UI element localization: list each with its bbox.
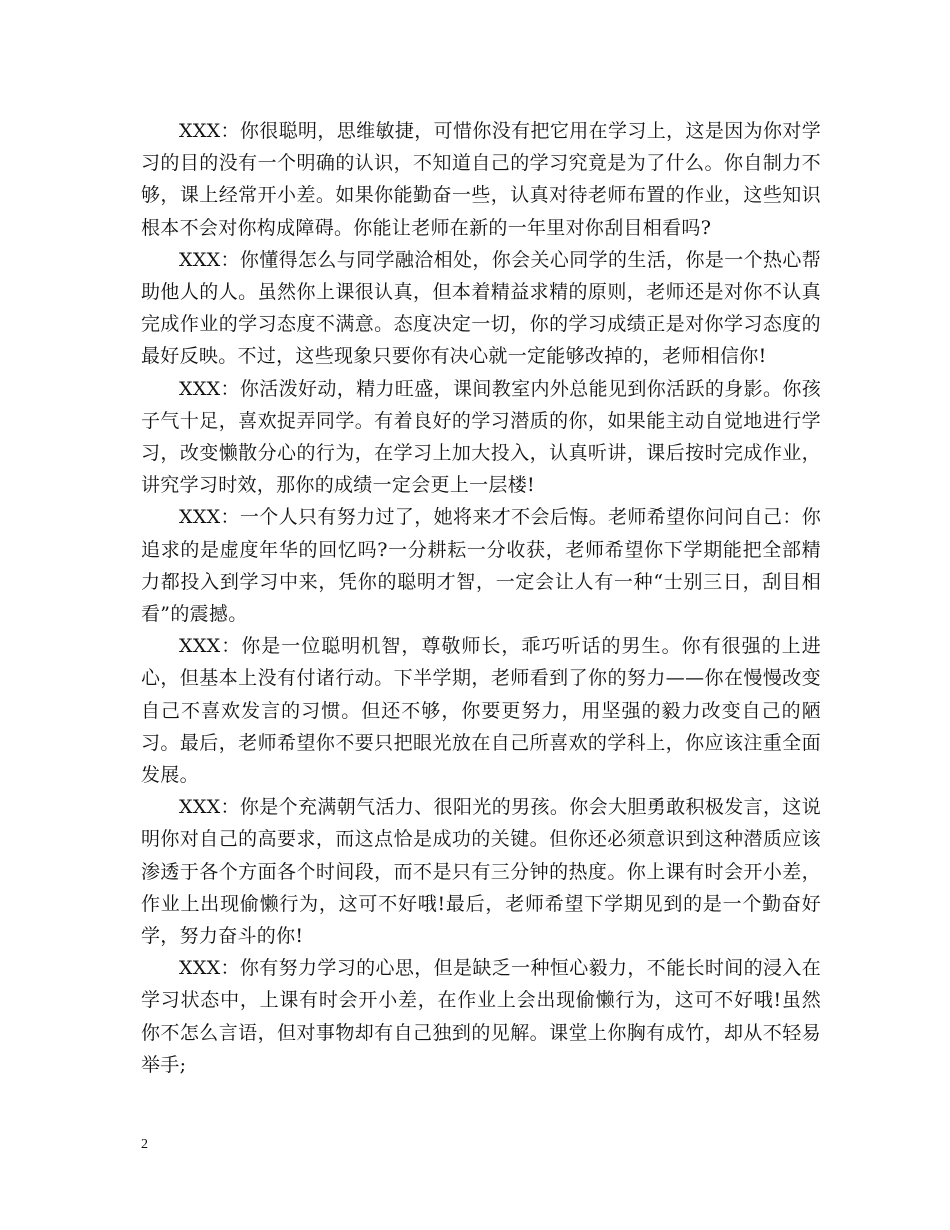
page-number: 2	[141, 1137, 148, 1152]
comment-paragraph-7: XXX：你有努力学习的心思，但是缺乏一种恒心毅力，不能长时间的浸入在学习状态中，上课有时会开小差，在作业上会出现偷懒行为，这可不好哦!虽然你不怎么言语，但对事物却有自己独到的见解。课堂上你胸有成竹，却从不轻易举手;	[141, 957, 821, 1076]
comment-paragraph-6: XXX：你是个充满朝气活力、很阳光的男孩。你会大胆勇敢积极发言，这说明你对自己的高要求，而这点恰是成功的关键。但你还必须意识到这种潜质应该渗透于各个方面各个时间段，而不是只有三分钟的热度。你上课有时会开小差，作业上出现偷懒行为，这可不好哦!最后，老师希望下学期见到的是一个勤奋好学，努力奋斗的你!	[141, 796, 821, 948]
comment-paragraph-3: XXX：你活泼好动，精力旺盛，课间教室内外总能见到你活跃的身影。你孩子气十足，喜欢捉弄同学。有着良好的学习潜质的你，如果能主动自觉地进行学习，改变懒散分心的行为，在学习上加大投入，认真听讲，课后按时完成作业，讲究学习时效，那你的成绩一定会更上一层楼!	[141, 377, 821, 497]
document-body	[141, 115, 821, 1081]
comment-paragraph-1: XXX：你很聪明，思维敏捷，可惜你没有把它用在学习上，这是因为你对学习的目的没有一个明确的认识，不知道自己的学习究竟是为了什么。你自制力不够，课上经常开小差。如果你能勤奋一些，认真对待老师布置的作业，这些知识根本不会对你构成障碍。你能让老师在新的一年里对你刮目相看吗?	[141, 120, 821, 239]
comment-paragraph-4: XXX：一个人只有努力过了，她将来才不会后悔。老师希望你问问自己：你追求的是虚度年华的回忆吗?一分耕耘一分收获，老师希望你下学期能把全部精力都投入到学习中来，凭你的聪明才智，一定会让人有一种“士别三日，刮目相看”的震撼。	[141, 506, 821, 626]
comment-paragraph-5: XXX：你是一位聪明机智，尊敬师长，乖巧听话的男生。你有很强的上进心，但基本上没有付诸行动。下半学期，老师看到了你的努力——你在慢慢改变自己不喜欢发言的习惯。但还不够，你要更努力，用坚强的毅力改变自己的陋习。最后，老师希望你不要只把眼光放在自己所喜欢的学科上，你应该注重全面发展。	[141, 635, 821, 787]
comment-paragraph-2: XXX：你懂得怎么与同学融洽相处，你会关心同学的生活，你是一个热心帮助他人的人。虽然你上课很认真，但本着精益求精的原则，老师还是对你不认真完成作业的学习态度不满意。态度决定一切，你的学习成绩正是对你学习态度的最好反映。不过，这些现象只要你有决心就一定能够改掉的，老师相信你!	[141, 248, 821, 368]
